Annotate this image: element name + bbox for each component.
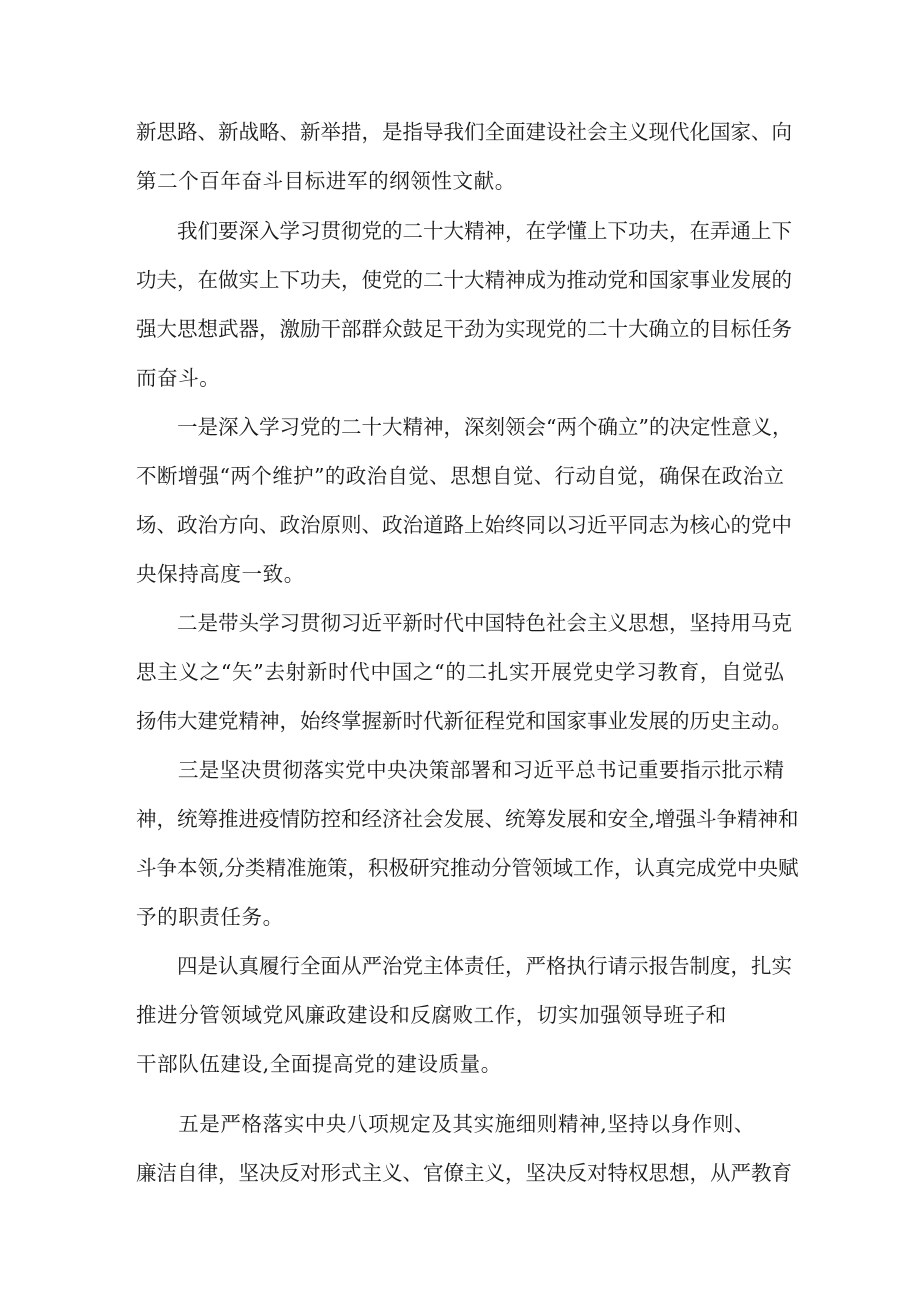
text-line: 一是深入学习党的二十大精神，深刻领会“两个确立”的决定性意义， (136, 415, 793, 439)
text-line: 廉洁自律，坚决反对形式主义、官僚主义，坚决反对特权思想，从严教育 (136, 1161, 792, 1185)
text-line: 功夫，在做实上下功夫，使党的二十大精神成为推动党和国家事业发展的 (136, 268, 792, 292)
text-line: 新思路、新战略、新举措，是指导我们全面建设社会主义现代化国家、向 (136, 120, 792, 144)
text-line: 神，统筹推进疫情防控和经济社会发展、统筹发展和安全,增强斗争精神和 (136, 807, 799, 831)
text-line: 第二个百年奋斗目标进军的纲领性文献。 (136, 169, 516, 193)
text-line: 央保持高度一致。 (136, 562, 305, 586)
text-line: 三是坚决贯彻落实党中央决策部署和习近平总书记重要指示批示精 (136, 758, 784, 782)
text-line: 推进分管领域党风廉政建设和反腐败工作，切实加强领导班子和 (136, 1003, 727, 1027)
text-line: 思主义之“矢”去射新时代中国之“的二扎实开展党史学习教育，自觉弘 (136, 660, 784, 684)
text-line: 予的职责任务。 (136, 905, 284, 929)
text-line: 我们要深入学习贯彻党的二十大精神，在学懂上下功夫，在弄通上下 (136, 219, 792, 243)
text-line: 扬伟大建党精神，始终掌握新时代新征程党和国家事业发展的历史主动。 (136, 709, 792, 733)
text-line: 不断增强“两个维护”的政治自觉、思想自觉、行动自觉，确保在政治立 (136, 464, 784, 488)
text-line: 干部队伍建设,全面提高党的建设质量。 (136, 1052, 502, 1076)
text-line: 斗争本领,分类精准施策，积极研究推动分管领域工作，认真完成党中央赋 (136, 856, 799, 880)
text-line: 四是认真履行全面从严治党主体责任，严格执行请示报告制度，扎实 (136, 954, 792, 978)
text-line: 场、政治方向、政治原则、政治道路上始终同以习近平同志为核心的党中 (136, 513, 792, 537)
text-line: 二是带头学习贯彻习近平新时代中国特色社会主义思想，坚持用马克 (136, 611, 792, 635)
text-line: 强大思想武器，激励干部群众鼓足干劲为实现党的二十大确立的目标任务 (136, 317, 792, 341)
text-line: 而奋斗。 (136, 366, 221, 390)
text-line: 五是严格落实中央八项规定及其实施细则精神,坚持以身作则、 (136, 1112, 756, 1136)
